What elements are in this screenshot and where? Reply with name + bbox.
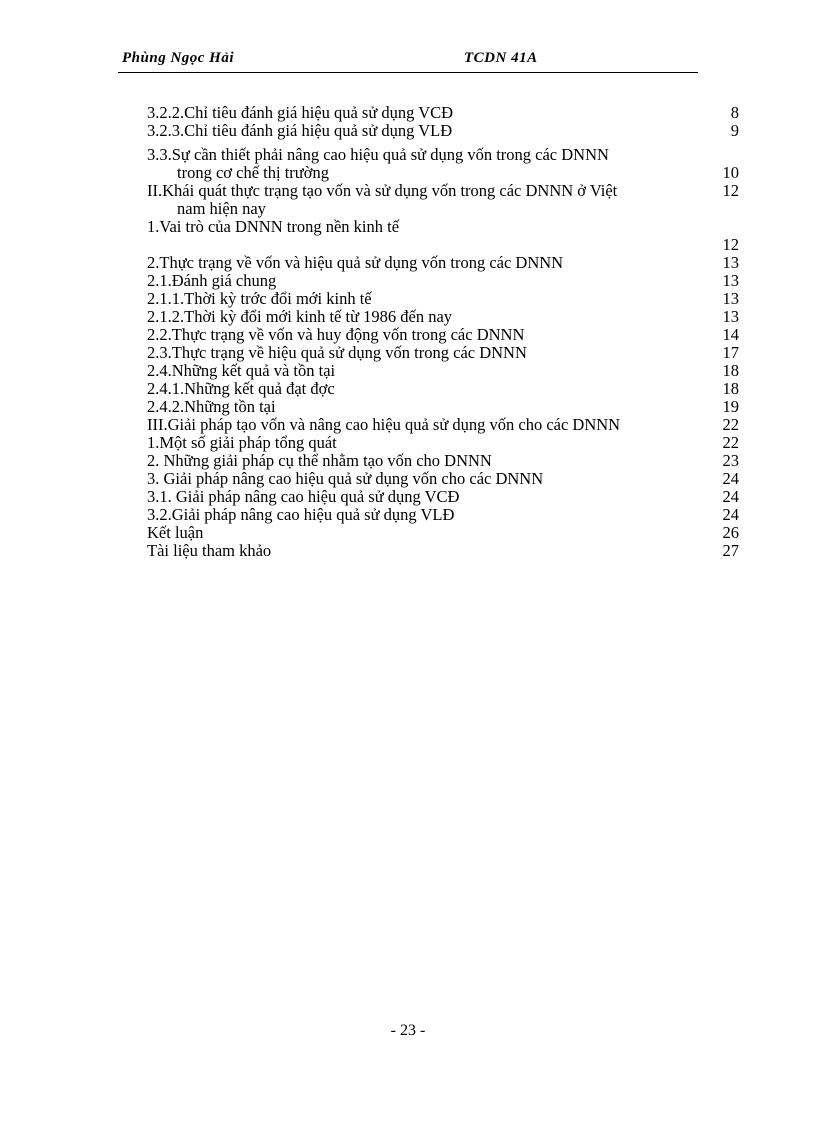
toc-entry-page: 19: [722, 397, 739, 416]
toc-entry-page: 12: [722, 181, 739, 200]
toc-entry-page: 13: [722, 253, 739, 272]
toc-entry-page: 27: [722, 541, 739, 560]
toc-entry-title: 2.3.Thực trạng về hiệu quả sử dụng vốn trong các DNNN: [147, 343, 527, 362]
toc-entry-title: II.Khái quát thực trạng tạo vốn và sử dụng vốn trong các DNNN ở Việt: [147, 181, 618, 200]
toc-entry-title: Tài liệu tham khảo: [147, 541, 272, 560]
toc-entry-page: 13: [722, 307, 739, 326]
toc-entry: [147, 542, 739, 560]
toc-entry-title: 2.1.2.Thời kỳ đổi mới kinh tế từ 1986 đến nay: [147, 307, 453, 326]
toc-entry: [147, 380, 739, 398]
header-author: Phùng Ngọc Hải: [122, 50, 235, 66]
toc-entry: [147, 164, 739, 182]
toc-entry: [147, 290, 739, 308]
toc-entry-title: trong cơ chế thị trường: [177, 163, 329, 182]
toc-entry-page: 24: [722, 469, 739, 488]
toc-entry-page: 14: [722, 325, 739, 344]
toc-entry: [147, 488, 739, 506]
toc-entry-title: 2.4.2.Những tồn tại: [147, 397, 276, 416]
toc-entry-title: 1.Vai trò của DNNN trong nền kinh tế: [147, 217, 400, 236]
toc-entry: [147, 434, 739, 452]
toc-entry: [147, 236, 739, 254]
toc-entry-title: 3.3.Sự cần thiết phải nâng cao hiệu quả sử dụng vốn trong các DNNN: [147, 145, 609, 164]
toc-entry-title: 2. Những giải pháp cụ thể nhằm tạo vốn cho DNNN: [147, 451, 492, 470]
toc-entry-title: 1.Một số giải pháp tổng quát: [147, 433, 337, 452]
toc-entry-title: 2.Thực trạng về vốn và hiệu quả sử dụng vốn trong các DNNN: [147, 253, 564, 272]
toc-entry-title: Kết luận: [147, 523, 204, 542]
toc-entry: [147, 344, 739, 362]
toc-entry: [147, 416, 739, 434]
toc-entry-page: 22: [722, 415, 739, 434]
toc-entry-page: 9: [730, 121, 739, 140]
toc-entry: [147, 524, 739, 542]
toc-entry-title: nam hiện nay: [177, 199, 266, 218]
toc-entry: [147, 398, 739, 416]
toc-entry: [147, 104, 739, 122]
toc-entry-title: 3.2.Giải pháp nâng cao hiệu quả sử dụng VLĐ: [147, 505, 455, 524]
toc-entry-title: 2.1.1.Thời kỳ trớc đổi mới kinh tế: [147, 289, 372, 308]
toc-entry: [147, 272, 739, 290]
toc-entry: [147, 122, 739, 140]
toc-entry: [147, 506, 739, 524]
toc-entry-page: 13: [722, 289, 739, 308]
toc-entry: [147, 254, 739, 272]
toc-entry-page: 17: [722, 343, 739, 362]
toc-entry: [147, 146, 739, 164]
toc-entry-page: 8: [730, 103, 739, 122]
toc-entry-title: 3.1. Giải pháp nâng cao hiệu quả sử dụng VCĐ: [147, 487, 460, 506]
toc-entry: [147, 326, 739, 344]
toc-entry-page: 23: [722, 451, 739, 470]
toc-entry-title: 2.1.Đánh giá chung: [147, 271, 277, 290]
toc-entry: [147, 362, 739, 380]
table-of-contents: [147, 104, 739, 560]
header-class: TCDN 41A: [464, 50, 538, 66]
toc-entry-title: 3.2.2.Chỉ tiêu đánh giá hiệu quả sử dụng VCĐ: [147, 103, 454, 122]
page-number: - 23 -: [390, 1022, 426, 1039]
toc-entry-title: 3. Giải pháp nâng cao hiệu quả sử dụng vốn cho các DNNN: [147, 469, 544, 488]
toc-entry: [147, 200, 739, 218]
toc-entry-page: 24: [722, 505, 739, 524]
toc-entry-page: 18: [722, 379, 739, 398]
toc-entry-title: III.Giải pháp tạo vốn và nâng cao hiệu quả sử dụng vốn cho các DNNN: [147, 415, 621, 434]
toc-entry-title: 2.4.Những kết quả và tồn tại: [147, 361, 336, 380]
toc-entry-page: 24: [722, 487, 739, 506]
toc-entry-title: 2.2.Thực trạng về vốn và huy động vốn trong các DNNN: [147, 325, 525, 344]
toc-entry: [147, 452, 739, 470]
toc-entry: [147, 218, 739, 236]
toc-entry-title: 3.2.3.Chỉ tiêu đánh giá hiệu quả sử dụng VLĐ: [147, 121, 453, 140]
page-header: [118, 50, 698, 73]
toc-entry: [147, 182, 739, 200]
toc-entry-page: 12: [722, 235, 739, 254]
toc-entry-page: 22: [722, 433, 739, 452]
toc-entry-title: 2.4.1.Những kết quả đạt đợc: [147, 379, 335, 398]
toc-entry-page: 18: [722, 361, 739, 380]
toc-entry-page: 10: [722, 163, 739, 182]
toc-entry-page: 26: [722, 523, 739, 542]
toc-entry-page: 13: [722, 271, 739, 290]
toc-entry: [147, 470, 739, 488]
toc-entry: [147, 308, 739, 326]
